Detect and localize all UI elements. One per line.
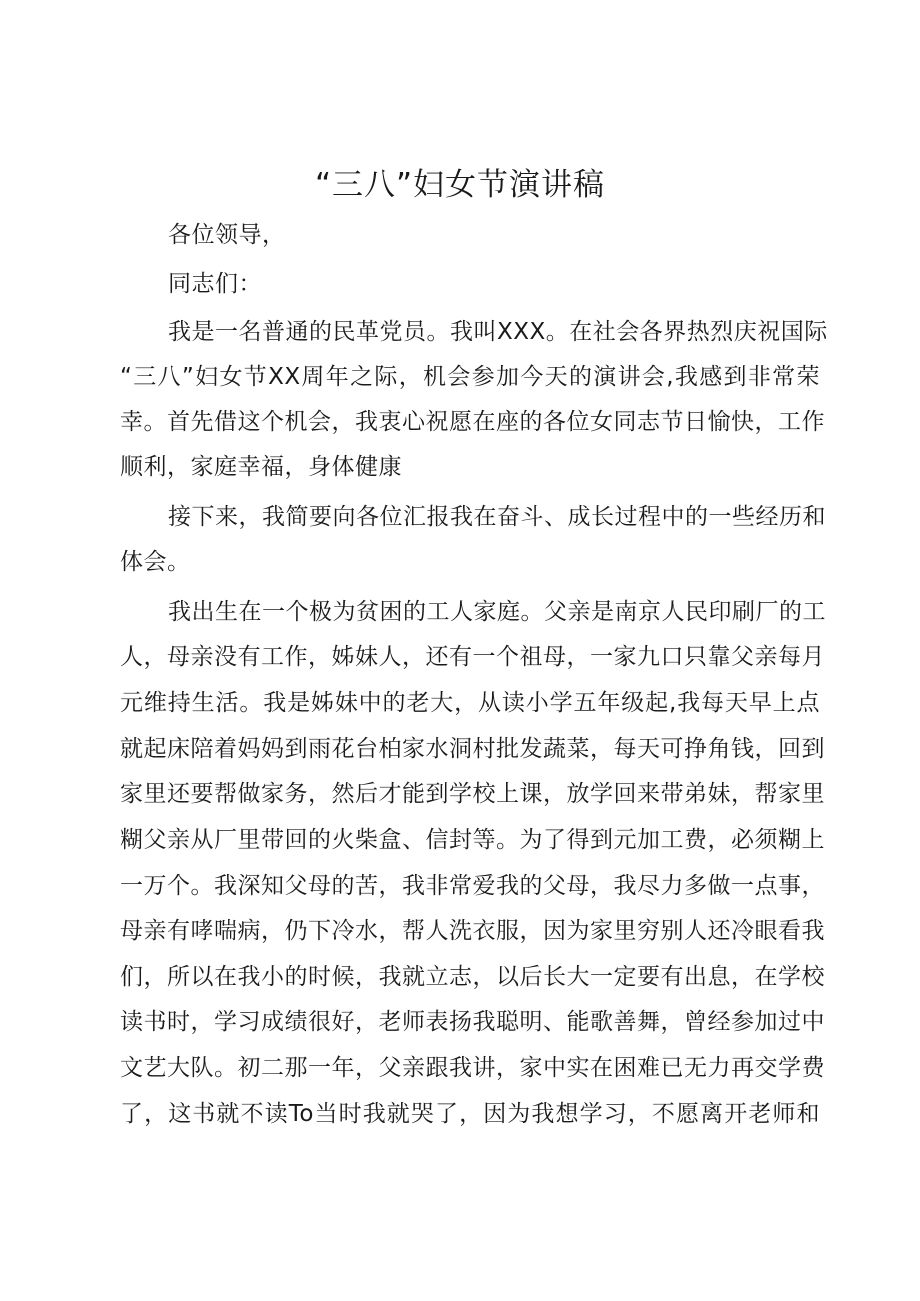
paragraph-line: 就起床陪着妈妈到雨花台柏家水洞村批发蔬菜，每天可挣角钱，回到 [120,736,825,762]
paragraph-line: 一万个。我深知父母的苦，我非常爱我的父母，我尽力多做一点事， [120,873,825,899]
paragraph-line: 顺利，家庭幸福，身体健康 [120,454,402,480]
paragraph-line: 文艺大队。初二那一年，父亲跟我讲，家中实在困难已无力再交学费 [120,1055,825,1081]
paragraph-line: 接下来，我简要向各位汇报我在奋斗、成长过程中的一些经历和 [168,504,826,530]
paragraph-line: 们，所以在我小的时候，我就立志，以后长大一定要有出息，在学校 [120,964,825,990]
paragraph-line: 母亲有哮喘病，仍下冷水，帮人洗衣服，因为家里穷别人还冷眼看我 [120,918,825,944]
paragraph-line: 我出生在一个极为贫困的工人家庭。父亲是南京人民印刷厂的工 [168,599,826,625]
paragraph-line: 了，这书就不读To当时我就哭了，因为我想学习，不愿离开老师和 [120,1101,820,1127]
paragraph-line: 人，母亲没有工作，姊妹人，还有一个祖母，一家九口只靠父亲每月 [120,644,825,670]
paragraph-line: 读书时，学习成绩很好，老师表扬我聪明、能歌善舞，曾经参加过中 [120,1009,825,1035]
paragraph-line: 我是一名普通的民革党员。我叫XXX。在社会各界热烈庆祝国际 [168,319,828,345]
paragraph-line: 家里还要帮做家务，然后才能到学校上课，放学回来带弟妹，帮家里 [120,781,825,807]
salutation-line: 各位领导， [168,222,286,248]
paragraph-line: “三八”妇女节XX周年之际，机会参加今天的演讲会,我感到非常荣 [120,364,820,390]
paragraph-line: 幸。首先借这个机会，我衷心祝愿在座的各位女同志节日愉快，工作 [120,409,825,435]
salutation-line: 同志们： [168,271,262,297]
paragraph-line: 糊父亲从厂里带回的火柴盒、信封等。为了得到元加工费，必须糊上 [120,827,825,853]
document-title: “三八”妇女节演讲稿 [314,167,606,203]
paragraph-line: 元维持生活。我是姊妹中的老大，从读小学五年级起,我每天早上点 [120,690,820,716]
paragraph-line: 体会。 [120,549,191,575]
